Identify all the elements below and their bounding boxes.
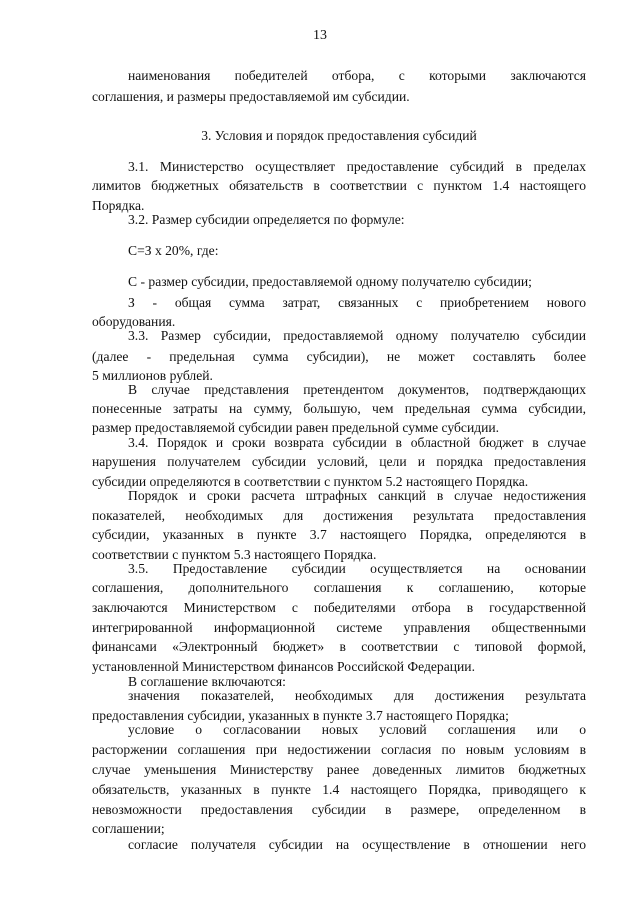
text-line: С=З х 20%, где: [128, 243, 219, 258]
text-line: (далее - предельная сумма субсидии), не может составлять более [92, 349, 586, 364]
text-line: Порядок и сроки расчета штрафных санкций в случае недостижения [128, 488, 586, 503]
text-line: В случае представления претендентом документов, подтверждающих [128, 382, 586, 397]
text-line: расторжении соглашения при недостижении согласия по новым условиям в [92, 742, 586, 757]
text-line: согласие получателя субсидии на осуществление в отношении него [128, 837, 586, 852]
text-line: установленной Министерством финансов Российской Федерации. [92, 659, 475, 674]
text-line: наименования победителей отбора, с которыми заключаются [128, 68, 586, 83]
text-line: нарушения получателем субсидии условий, цели и порядка предоставления [92, 454, 586, 469]
text-line: 3.5. Предоставление субсидии осуществляется на основании [128, 561, 586, 576]
text-line: понесенные затраты на сумму, большую, чем предельная сумма субсидии, [92, 401, 586, 416]
text-line: заключаются Министерством с победителями отбора в государственной [92, 600, 586, 615]
text-line: лимитов бюджетных обязательств в соответствии с пунктом 1.4 настоящего [92, 178, 586, 193]
text-line: 3.2. Размер субсидии определяется по формуле: [128, 212, 405, 227]
text-line: 3.4. Порядок и сроки возврата субсидии в областной бюджет в случае [128, 435, 586, 450]
text-line: размер предоставляемой субсидии равен предельной сумме субсидии. [92, 420, 500, 435]
text-line: субсидии, указанных в пункте 3.7 настоящего Порядка, определяются в [92, 527, 586, 542]
text-line: соглашения, дополнительного соглашения к соглашению, которые [92, 580, 586, 595]
text-line: З - общая сумма затрат, связанных с приобретением нового [128, 295, 586, 310]
text-line: обязательств, указанных в пункте 1.4 настоящего Порядка, приводящего к [92, 782, 586, 797]
text-line: оборудования. [92, 314, 176, 329]
text-line: предоставления субсидии, указанных в пункте 3.7 настоящего Порядка; [92, 708, 509, 723]
text-line: Порядка. [92, 198, 145, 213]
text-line: условие о согласовании новых условий соглашения или о [128, 722, 586, 737]
text-line: невозможности предоставления субсидии в размере, определенном в [92, 802, 586, 817]
text-line: значения показателей, необходимых для достижения результата [128, 688, 586, 703]
text-line: случае уменьшения Министерству ранее доведенных лимитов бюджетных [92, 762, 586, 777]
text-line: субсидии определяются в соответствии с пунктом 5.2 настоящего Порядка. [92, 474, 529, 489]
page-number: 13 [313, 28, 327, 43]
text-line: соглашении; [92, 821, 165, 836]
text-line: 3.1. Министерство осуществляет предоставление субсидий в пределах [128, 159, 586, 174]
text-line: показателей, необходимых для достижения результата предоставления [92, 508, 586, 523]
text-line: соответствии с пунктом 5.3 настоящего Порядка. [92, 547, 377, 562]
text-line: В соглашение включаются: [128, 674, 286, 689]
text-line: 5 миллионов рублей. [92, 368, 213, 383]
text-line: 3. Условия и порядок предоставления субсидий [201, 128, 477, 143]
text-line: соглашения, и размеры предоставляемой им субсидии. [92, 89, 410, 104]
text-line: интегрированной информационной системе управления общественными [92, 620, 586, 635]
text-line: 3.3. Размер субсидии, предоставляемой одному получателю субсидии [128, 328, 586, 343]
text-line: финансами «Электронный бюджет» в соответствии с типовой формой, [92, 639, 586, 654]
text-line: С - размер субсидии, предоставляемой одному получателю субсидии; [128, 274, 532, 289]
